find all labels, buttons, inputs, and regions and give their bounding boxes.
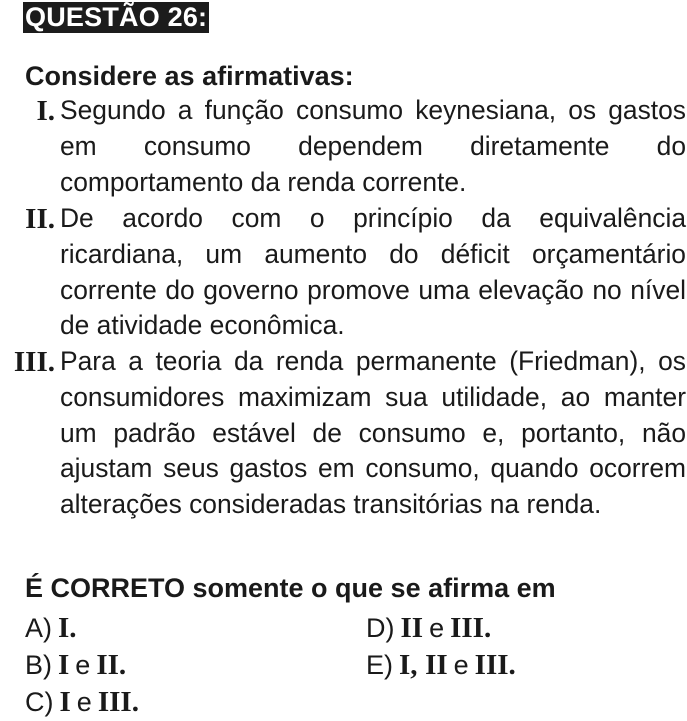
statement-numeral: II. [25, 203, 55, 235]
option-conjunction: e [429, 613, 445, 643]
option-period: . [69, 612, 77, 644]
option-letter: C) [25, 687, 54, 717]
statement-text: Segundo a função consumo keynesiana, os gastos em consumo dependem diretamente do comportamento da renda corrente. [60, 95, 686, 197]
option-letter: D) [366, 613, 395, 643]
option-period: . [483, 612, 492, 644]
option-d[interactable] [366, 610, 491, 646]
roman-numeral: II [425, 649, 448, 681]
roman-numeral: III [474, 649, 509, 681]
roman-numeral: I [59, 686, 71, 718]
option-letter: E) [366, 650, 393, 680]
option-period: . [131, 686, 139, 718]
option-letter: B) [25, 650, 52, 680]
question-lead: Considere as afirmativas: [25, 61, 354, 91]
option-conjunction: e [75, 650, 91, 680]
roman-numeral: III [97, 686, 132, 718]
roman-numeral: II [400, 612, 424, 644]
answer-prompt: É CORRETO somente o que se afirma em [25, 573, 556, 603]
statement-numeral: I. [36, 95, 55, 127]
option-a[interactable] [25, 610, 77, 646]
statement-text: De acordo com o princípio da equivalência ricardiana, um aumento do déficit orçamentário corrente do governo promove uma elevação no nível de atividade econômica. [60, 203, 686, 341]
option-c[interactable] [25, 684, 139, 720]
roman-numeral: I, [399, 649, 418, 681]
option-b[interactable] [25, 647, 126, 683]
roman-numeral: I [58, 649, 70, 681]
roman-numeral: III [450, 612, 484, 644]
option-e[interactable] [366, 647, 516, 683]
option-period: . [118, 649, 127, 681]
option-period: . [508, 649, 516, 681]
option-conjunction: e [76, 687, 92, 717]
statement-numeral: III. [13, 346, 55, 378]
roman-numeral: I [58, 612, 70, 644]
option-letter: A) [25, 613, 52, 643]
statement-text: Para a teoria da renda permanente (Friedman), os consumidores maximizam sua utilidade, ao manter um padrão estável de consumo e, portanto, não ajustam seus gastos em consumo, quando ocorrem alterações consideradas transitórias na renda. [60, 346, 686, 520]
question-number-header: QUESTÃO 26: [25, 2, 208, 32]
option-conjunction: e [453, 650, 469, 680]
roman-numeral: II [96, 649, 119, 681]
